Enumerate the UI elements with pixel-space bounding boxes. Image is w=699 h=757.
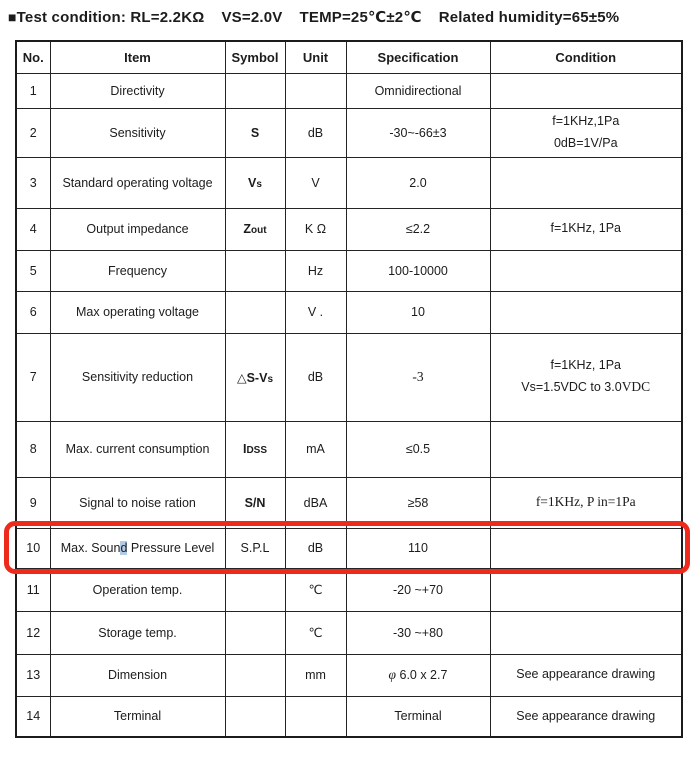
symbol-base: I: [242, 442, 247, 456]
text-segment: Pressure Level: [127, 541, 215, 555]
cell-specification: -30 ~+80: [346, 611, 490, 654]
text-segment: φ: [388, 667, 397, 682]
cell-item: Standard operating voltage: [50, 157, 225, 208]
condition-line: See appearance drawing: [516, 708, 656, 723]
cell-symbol: [225, 611, 285, 654]
cell-item: Signal to noise ration: [50, 477, 225, 528]
column-header-condition: Condition: [490, 41, 682, 73]
cell-item: [50, 528, 225, 568]
cell-symbol: [225, 157, 285, 208]
cell-specification: ≤2.2: [346, 208, 490, 250]
test-condition-title: [8, 8, 619, 26]
cell-no: 1: [16, 73, 50, 108]
cell-no: 9: [16, 477, 50, 528]
cell-specification: Omnidirectional: [346, 73, 490, 108]
table-row: [16, 333, 682, 421]
cell-condition: [490, 157, 682, 208]
cell-symbol: [225, 654, 285, 696]
condition-line: f=1KHz, 1Pa: [550, 357, 622, 372]
column-header-item: Item: [50, 41, 225, 73]
cell-symbol: [225, 208, 285, 250]
cell-item: Sensitivity reduction: [50, 333, 225, 421]
table-row: [16, 568, 682, 611]
cell-item: Frequency: [50, 250, 225, 291]
cell-item: Max. current consumption: [50, 421, 225, 477]
table-row: [16, 208, 682, 250]
table-row: [16, 654, 682, 696]
cell-no: 13: [16, 654, 50, 696]
cell-unit: mA: [285, 421, 346, 477]
title-segment-humidity: Related humidity=65±5%: [438, 9, 620, 26]
title-segment-test-condition: Test condition: RL=2.2KΩ: [16, 9, 205, 26]
cell-condition: [490, 528, 682, 568]
cell-unit: V .: [285, 291, 346, 333]
cell-no: 5: [16, 250, 50, 291]
title-segment-temp: TEMP=25℃±2℃: [299, 9, 422, 26]
symbol-base: S: [250, 125, 260, 140]
column-header-specification: Specification: [346, 41, 490, 73]
symbol-base: Z: [243, 222, 252, 236]
cell-condition: [490, 654, 682, 696]
cell-symbol: [225, 477, 285, 528]
cell-no: 7: [16, 333, 50, 421]
symbol-base: △S-V: [236, 370, 268, 385]
cell-specification: [346, 333, 490, 421]
cell-symbol: [225, 291, 285, 333]
column-header-no: No.: [16, 41, 50, 73]
cell-no: 2: [16, 108, 50, 157]
cell-no: 6: [16, 291, 50, 333]
cell-item: Directivity: [50, 73, 225, 108]
cell-item: Terminal: [50, 696, 225, 737]
condition-line: f=1KHz,1Pa: [552, 114, 620, 129]
cell-condition: [490, 477, 682, 528]
cell-condition: [490, 568, 682, 611]
bullet-square-icon: ■: [8, 9, 17, 25]
cell-symbol: [225, 421, 285, 477]
cell-no: 11: [16, 568, 50, 611]
cell-unit: Hz: [285, 250, 346, 291]
cell-unit: dB: [285, 108, 346, 157]
cell-unit: ℃: [285, 611, 346, 654]
cell-unit: dB: [285, 333, 346, 421]
text-segment: Max. Soun: [60, 541, 121, 555]
text-segment: Vs=1.5VDC to 3.0: [521, 380, 622, 395]
cell-specification: 10: [346, 291, 490, 333]
cell-specification: 100-10000: [346, 250, 490, 291]
symbol-base: S/N: [244, 495, 266, 510]
cell-specification: Terminal: [346, 696, 490, 737]
cell-symbol: [225, 528, 285, 568]
table-row: [16, 611, 682, 654]
symbol-base: V: [248, 175, 257, 190]
cell-condition: [490, 333, 682, 421]
cell-item: Storage temp.: [50, 611, 225, 654]
cell-condition: [490, 291, 682, 333]
cell-no: 8: [16, 421, 50, 477]
condition-line: 0dB=1V/Pa: [553, 135, 618, 150]
selected-character: d: [120, 541, 128, 555]
cell-condition: [490, 421, 682, 477]
cell-unit: K Ω: [285, 208, 346, 250]
condition-line: f=1KHz, 1Pa: [550, 221, 622, 236]
table-row: [16, 291, 682, 333]
cell-condition: [490, 73, 682, 108]
table-row-highlighted: [16, 528, 682, 568]
condition-line: See appearance drawing: [516, 667, 656, 682]
table-row: [16, 477, 682, 528]
cell-item: Max operating voltage: [50, 291, 225, 333]
cell-unit: mm: [285, 654, 346, 696]
table-row: [16, 696, 682, 737]
symbol-subscript: s: [267, 373, 273, 385]
cell-condition: [490, 696, 682, 737]
cell-condition: [490, 208, 682, 250]
cell-specification: -30~-66±3: [346, 108, 490, 157]
cell-no: 3: [16, 157, 50, 208]
table-row: [16, 250, 682, 291]
cell-unit: ℃: [285, 568, 346, 611]
condition-line: [493, 376, 680, 399]
text-segment: f=1KHz, P in=1Pa: [535, 494, 636, 510]
cell-unit: dBA: [285, 477, 346, 528]
text-segment: VDC: [621, 379, 651, 395]
table-row: [16, 108, 682, 157]
cell-unit: V: [285, 157, 346, 208]
cell-symbol: [225, 108, 285, 157]
cell-specification: [346, 654, 490, 696]
cell-symbol: [225, 333, 285, 421]
cell-unit: dB: [285, 528, 346, 568]
header-row: [16, 41, 682, 73]
cell-unit: [285, 696, 346, 737]
cell-item: Dimension: [50, 654, 225, 696]
text-segment: 6.0 x 2.7: [396, 668, 448, 682]
table-row: [16, 73, 682, 108]
symbol-subscript: out: [251, 225, 267, 236]
cell-symbol: [225, 568, 285, 611]
cell-symbol: [225, 250, 285, 291]
symbol-base: S.P.L: [240, 541, 270, 555]
cell-specification: -20 ~+70: [346, 568, 490, 611]
cell-no: 10: [16, 528, 50, 568]
cell-no: 12: [16, 611, 50, 654]
cell-no: 14: [16, 696, 50, 737]
cell-no: 4: [16, 208, 50, 250]
cell-symbol: [225, 696, 285, 737]
title-segment-vs: VS=2.0V: [221, 9, 283, 26]
text-segment: -3: [412, 369, 424, 384]
cell-item: Operation temp.: [50, 568, 225, 611]
symbol-subscript: s: [256, 178, 262, 190]
condition-line: [493, 491, 680, 514]
cell-specification: 2.0: [346, 157, 490, 208]
cell-unit: [285, 73, 346, 108]
cell-condition: [490, 611, 682, 654]
cell-specification: ≤0.5: [346, 421, 490, 477]
table-row: [16, 421, 682, 477]
table-row: [16, 157, 682, 208]
cell-item: Output impedance: [50, 208, 225, 250]
column-header-symbol: Symbol: [225, 41, 285, 73]
cell-symbol: [225, 73, 285, 108]
column-header-unit: Unit: [285, 41, 346, 73]
cell-specification: 110: [346, 528, 490, 568]
specification-table: [15, 40, 683, 738]
cell-condition: [490, 108, 682, 157]
cell-condition: [490, 250, 682, 291]
cell-item: Sensitivity: [50, 108, 225, 157]
symbol-subscript: DSS: [246, 445, 268, 456]
cell-specification: ≥58: [346, 477, 490, 528]
